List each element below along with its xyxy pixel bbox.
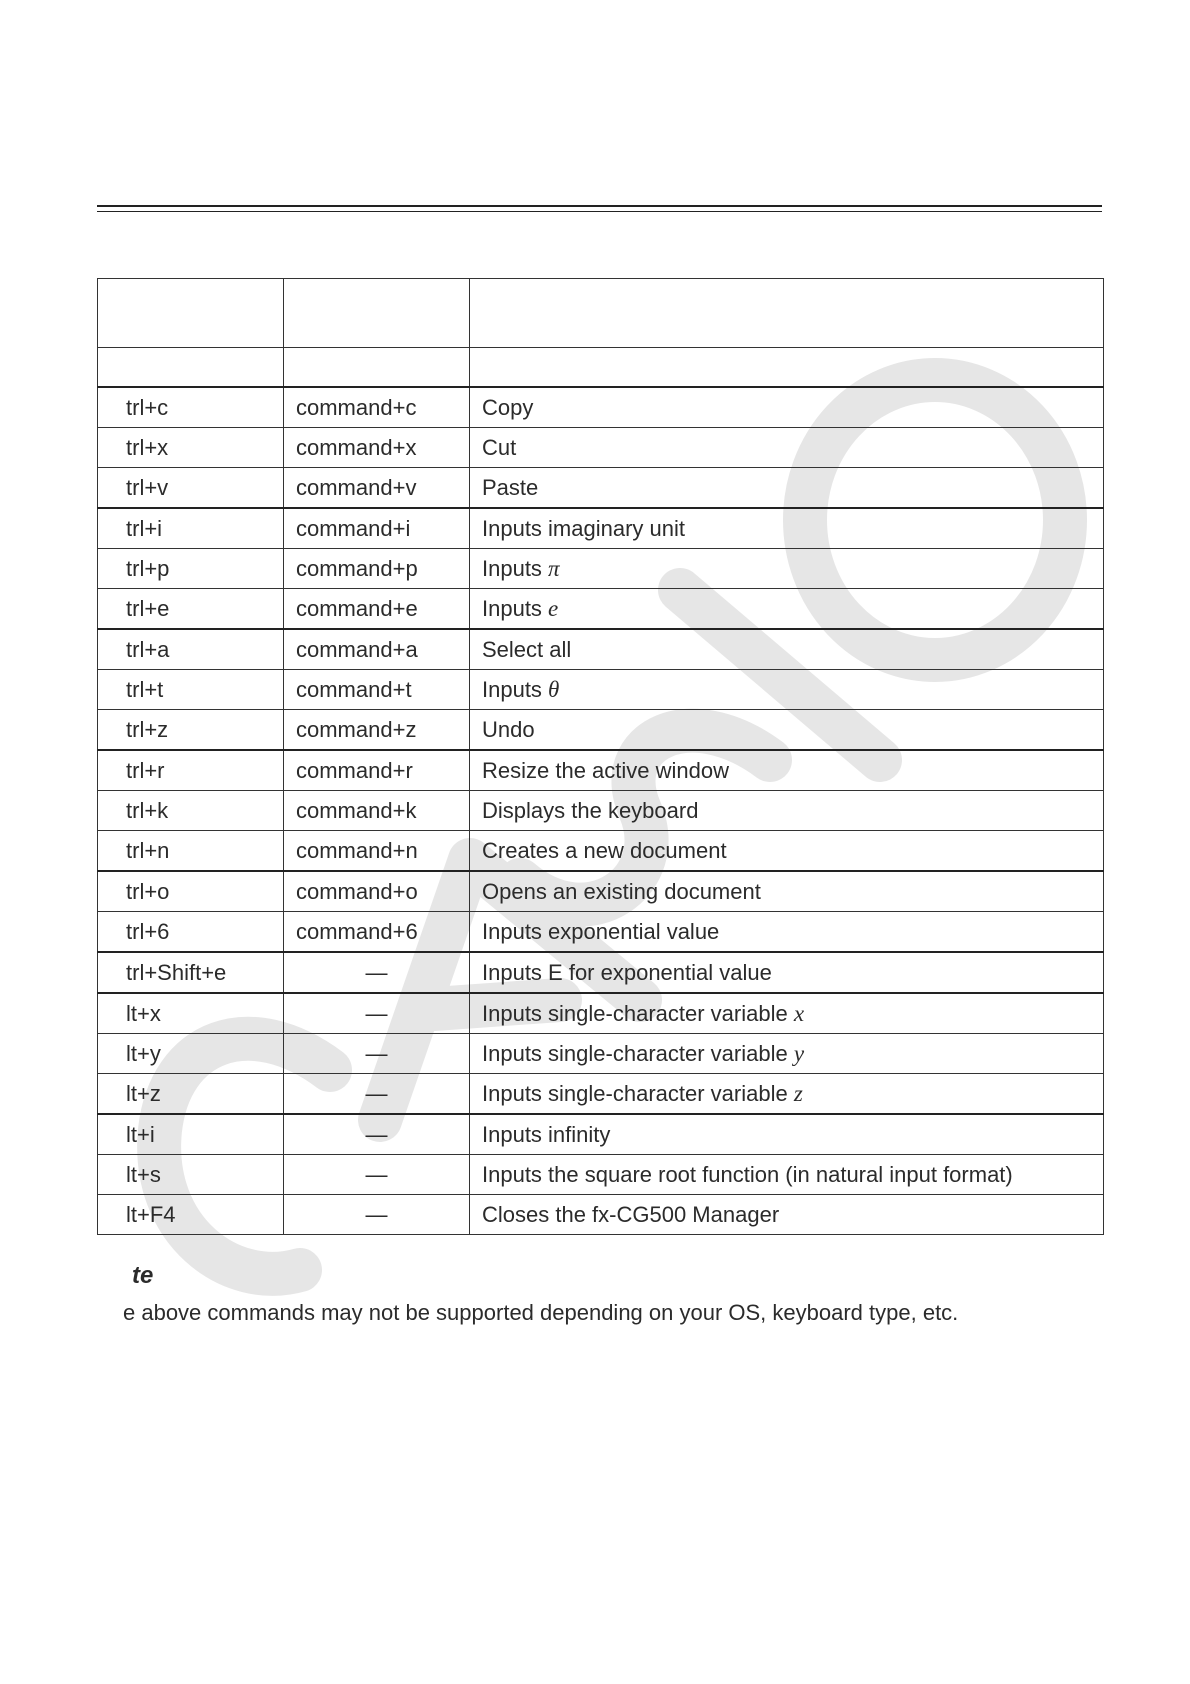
windows-shortcut: trl+e	[98, 589, 284, 630]
table-row	[98, 1034, 1104, 1074]
shortcut-description	[470, 750, 1104, 791]
table-row	[98, 670, 1104, 710]
description-text: Creates a new document	[482, 837, 727, 863]
shortcut-description	[470, 387, 1104, 428]
table-row	[98, 387, 1104, 428]
description-text: Inputs	[482, 555, 549, 581]
description-text: Inputs	[482, 595, 549, 621]
description-text: Closes the fx-CG500 Manager	[482, 1201, 780, 1227]
mac-shortcut: —	[284, 1074, 470, 1115]
windows-shortcut: trl+t	[98, 670, 284, 710]
windows-shortcut: lt+y	[98, 1034, 284, 1074]
windows-shortcut: lt+F4	[98, 1195, 284, 1235]
mac-shortcut: command+e	[284, 589, 470, 630]
table-header-row	[98, 279, 1104, 348]
description-text: Undo	[482, 716, 535, 742]
subheader-windows	[98, 348, 284, 388]
table-row	[98, 912, 1104, 953]
table-row	[98, 589, 1104, 630]
table-row	[98, 468, 1104, 509]
table-row	[98, 710, 1104, 751]
table-row	[98, 1074, 1104, 1115]
description-text: Paste	[482, 474, 539, 500]
shortcut-description	[470, 1034, 1104, 1074]
shortcut-description	[470, 831, 1104, 872]
windows-shortcut: trl+Shift+e	[98, 952, 284, 993]
description-text: Inputs imaginary unit	[482, 515, 685, 541]
table-row	[98, 1155, 1104, 1195]
description-text: Select all	[482, 636, 572, 662]
shortcut-description	[470, 1155, 1104, 1195]
table-subheader-row	[98, 348, 1104, 388]
shortcut-description	[470, 993, 1104, 1034]
table-row	[98, 1114, 1104, 1155]
windows-shortcut: trl+n	[98, 831, 284, 872]
windows-shortcut: trl+k	[98, 791, 284, 831]
shortcut-description	[470, 1114, 1104, 1155]
table-row	[98, 629, 1104, 670]
windows-shortcut: trl+x	[98, 428, 284, 468]
shortcut-description	[470, 508, 1104, 549]
windows-shortcut: lt+s	[98, 1155, 284, 1195]
table-row	[98, 428, 1104, 468]
table-row	[98, 549, 1104, 589]
mac-shortcut: —	[284, 1114, 470, 1155]
description-text: Opens an existing document	[482, 878, 761, 904]
description-text: Copy	[482, 394, 534, 420]
math-symbol: e	[548, 595, 559, 621]
subheader-description	[470, 348, 1104, 388]
windows-shortcut: lt+z	[98, 1074, 284, 1115]
math-symbol: θ	[548, 676, 560, 702]
description-text: Inputs	[482, 676, 549, 702]
mac-shortcut: command+a	[284, 629, 470, 670]
shortcut-table	[97, 278, 1104, 1235]
mac-shortcut: command+r	[284, 750, 470, 791]
windows-shortcut: trl+v	[98, 468, 284, 509]
mac-shortcut: command+v	[284, 468, 470, 509]
mac-shortcut: command+6	[284, 912, 470, 953]
description-text: Cut	[482, 434, 517, 460]
shortcut-description	[470, 710, 1104, 751]
windows-shortcut: trl+6	[98, 912, 284, 953]
header-windows	[98, 279, 284, 348]
shortcut-description	[470, 871, 1104, 912]
description-text: Inputs single-character variable	[482, 1040, 794, 1066]
mac-shortcut: command+t	[284, 670, 470, 710]
mac-shortcut: command+c	[284, 387, 470, 428]
shortcut-description	[470, 468, 1104, 509]
math-symbol: π	[548, 555, 560, 581]
shortcut-description	[470, 589, 1104, 630]
mac-shortcut: —	[284, 993, 470, 1034]
description-text: Inputs infinity	[482, 1121, 611, 1147]
description-text: Inputs single-character variable	[482, 1080, 794, 1106]
description-text: Inputs exponential value	[482, 918, 720, 944]
table-row	[98, 791, 1104, 831]
section-rule	[97, 205, 1102, 212]
windows-shortcut: trl+z	[98, 710, 284, 751]
mac-shortcut: command+n	[284, 831, 470, 872]
mac-shortcut: command+i	[284, 508, 470, 549]
shortcut-description	[470, 952, 1104, 993]
mac-shortcut: —	[284, 1034, 470, 1074]
table-row	[98, 750, 1104, 791]
shortcut-description	[470, 1074, 1104, 1115]
shortcut-description	[470, 549, 1104, 589]
table-row	[98, 952, 1104, 993]
description-text: Inputs E for exponential value	[482, 959, 772, 985]
note-text: e above commands may not be supported depending on your OS, keyboard type, etc.	[123, 1300, 959, 1325]
table-row	[98, 993, 1104, 1034]
table-row	[98, 1195, 1104, 1235]
table-row	[98, 508, 1104, 549]
shortcut-description	[470, 629, 1104, 670]
windows-shortcut: trl+o	[98, 871, 284, 912]
windows-shortcut: lt+x	[98, 993, 284, 1034]
math-symbol: y	[793, 1040, 805, 1066]
description-text: Inputs the square root function (in natural input format)	[482, 1161, 1013, 1187]
mac-shortcut: command+z	[284, 710, 470, 751]
description-text: Displays the keyboard	[482, 797, 699, 823]
shortcut-description	[470, 670, 1104, 710]
windows-shortcut: trl+i	[98, 508, 284, 549]
windows-shortcut: trl+p	[98, 549, 284, 589]
note-title: te	[132, 1262, 154, 1289]
shortcut-description	[470, 791, 1104, 831]
windows-shortcut: lt+i	[98, 1114, 284, 1155]
table-row	[98, 871, 1104, 912]
windows-shortcut: trl+r	[98, 750, 284, 791]
mac-shortcut: —	[284, 1195, 470, 1235]
mac-shortcut: command+k	[284, 791, 470, 831]
mac-shortcut: —	[284, 952, 470, 993]
math-symbol: z	[793, 1080, 803, 1106]
mac-shortcut: command+p	[284, 549, 470, 589]
description-text: Inputs single-character variable	[482, 1000, 794, 1026]
header-description	[470, 279, 1104, 348]
shortcut-description	[470, 428, 1104, 468]
mac-shortcut: command+o	[284, 871, 470, 912]
subheader-mac	[284, 348, 470, 388]
math-symbol: x	[793, 1000, 805, 1026]
mac-shortcut: command+x	[284, 428, 470, 468]
header-mac	[284, 279, 470, 348]
shortcut-description	[470, 1195, 1104, 1235]
description-text: Resize the active window	[482, 757, 730, 783]
mac-shortcut: —	[284, 1155, 470, 1195]
shortcut-description	[470, 912, 1104, 953]
table-row	[98, 831, 1104, 872]
windows-shortcut: trl+a	[98, 629, 284, 670]
windows-shortcut: trl+c	[98, 387, 284, 428]
